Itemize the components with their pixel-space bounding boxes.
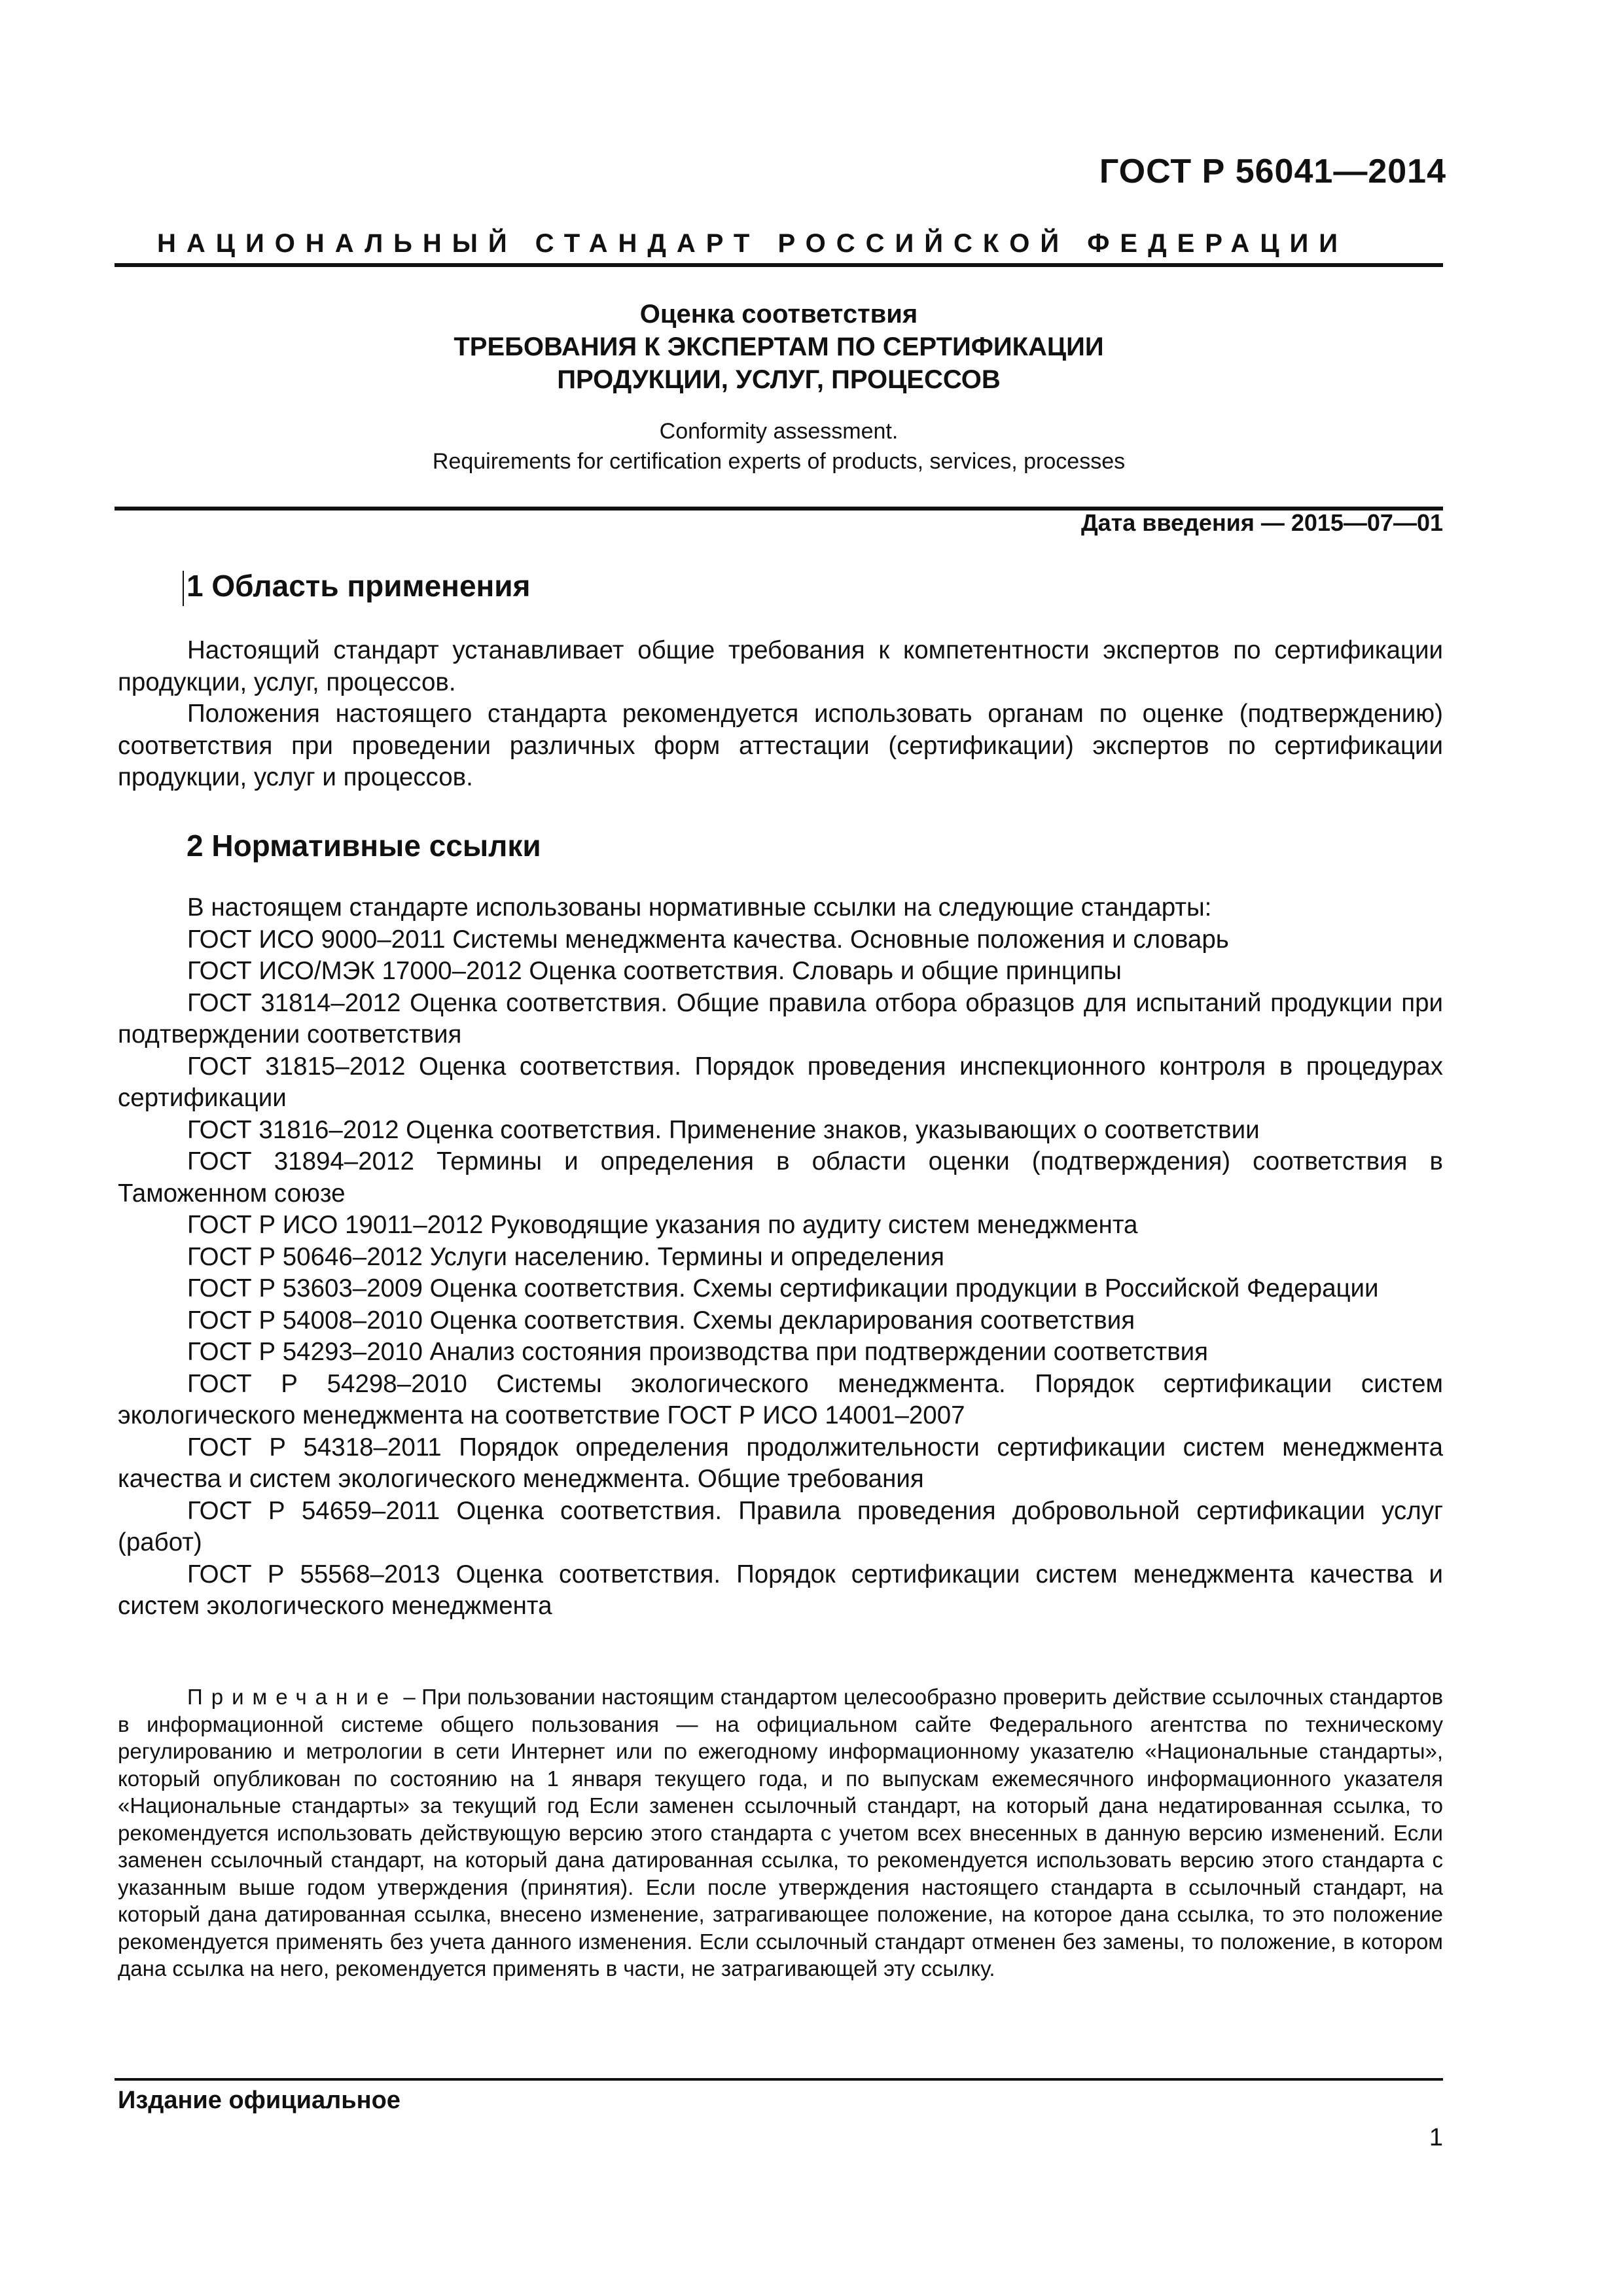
introduction-date: Дата введения — 2015—07—01 [1080,509,1443,536]
title-line-3: ПРОДУКЦИИ, УСЛУГ, ПРОЦЕССОВ [557,365,1001,394]
note-text: – При пользовании настоящим стандартом целесообразно проверить действие ссылочных стандартов в информационной системе общего пользования — на официальном сайте Федерального агентства по техническому регулированию и метрологии в сети Интернет или по ежегодному информационному указателю «Национальные стандарты», который опубликован по состоянию на 1 января текущего года, и по выпускам ежемесячного информационного указателя «Национальные стандарты» за текущий год Если заменен ссылочный стандарт, на который дана недатированная ссылка, то рекомендуется использовать действующую версию этого стандарта с учетом всех внесенных в данную версию изменений. Если заменен ссылочный стандарт, на который дана датированная ссылка, то рекомендуется использовать версию этого стандарта с указанным выше годом утверждения (принятия). Если после утверждения настоящего стандарта в ссылочный стандарт, на который дана датированная ссылка, внесено изменение, затрагивающее положение, на которое дана ссылка, то это положение рекомендуется применять без учета данного изменения. Если ссылочный стандарт отменен без замены, то положение, в котором дана ссылка на него, рекомендуется применять в части, не затрагивающей эту ссылку. [118,1685,1443,1981]
reference-item: ГОСТ Р 54298–2010 Системы экологического менеджмента. Порядок сертификации систем экологического менеджмента на соответствие ГОСТ Р ИСО 14001–2007 [118,1369,1443,1429]
note-label: Примечание [187,1685,398,1709]
reference-item: ГОСТ Р 50646–2012 Услуги населению. Термины и определения [187,1242,944,1271]
reference-item: ГОСТ 31894–2012 Термины и определения в области оценки (подтверждения) соответствия в Таможенном союзе [118,1147,1443,1208]
section-2-heading: 2 Нормативные ссылки [187,829,541,863]
reference-item: ГОСТ 31814–2012 Оценка соответствия. Общие правила отбора образцов для испытаний продукции при подтверждении соответствия [118,988,1443,1049]
english-title [115,416,1443,476]
paragraph: Настоящий стандарт устанавливает общие требования к компетентности экспертов по сертификации продукции, услуг, процессов. [118,636,1443,696]
page-number: 1 [1429,2124,1443,2151]
reference-item: ГОСТ 31816–2012 Оценка соответствия. Применение знаков, указывающих о соответствии [187,1115,1260,1144]
standard-number: ГОСТ Р 56041—2014 [1099,152,1446,190]
paragraph: В настоящем стандарте использованы нормативные ссылки на следующие стандарты: [187,893,1212,922]
note-paragraph [118,1683,1443,1982]
reference-item: ГОСТ Р 54293–2010 Анализ состояния производства при подтверждении соответствия [187,1338,1209,1366]
title-line-1: Оценка соответствия [639,300,918,329]
reference-item: ГОСТ 31815–2012 Оценка соответствия. Порядок проведения инспекционного контроля в процедурах сертификации [118,1052,1443,1112]
section-1-body [118,635,1443,794]
title-line-2: ТРЕБОВАНИЯ К ЭКСПЕРТАМ ПО СЕРТИФИКАЦИИ [454,332,1104,361]
section-2-body [118,892,1443,1623]
reference-item: ГОСТ Р ИСО 19011–2012 Руководящие указания по аудиту систем менеджмента [187,1211,1138,1239]
english-title-line-1: Conformity assessment. [659,419,899,444]
reference-item: ГОСТ Р 55568–2013 Оценка соответствия. Порядок сертификации систем менеджмента качества и систем экологического менеджмента [118,1560,1443,1620]
note-block [118,1683,1443,1982]
paragraph: Положения настоящего стандарта рекомендуется использовать органам по оценке (подтверждению) соответствия при проведении различных форм аттестации (сертификации) экспертов по сертификации продукции, услуг и процессов. [118,700,1443,791]
reference-item: ГОСТ ИСО/МЭК 17000–2012 Оценка соответствия. Словарь и общие принципы [187,957,1122,985]
edition-label: Издание официальное [118,2087,401,2114]
national-standard-banner: НАЦИОНАЛЬНЫЙ СТАНДАРТ РОССИЙСКОЙ ФЕДЕРАЦИИ [156,229,1349,258]
footer-divider [115,2078,1443,2081]
section-1-heading: 1 Область применения [187,569,531,603]
reference-item: ГОСТ ИСО 9000–2011 Системы менеджмента качества. Основные положения и словарь [187,925,1229,954]
reference-item: ГОСТ Р 54318–2011 Порядок определения продолжительности сертификации систем менеджмента качества и систем экологического менеджмента. Общие требования [118,1433,1443,1493]
reference-item: ГОСТ Р 54659–2011 Оценка соответствия. Правила проведения добровольной сертификации услуг (работ) [118,1496,1443,1556]
reference-item: ГОСТ Р 53603–2009 Оценка соответствия. Схемы сертификации продукции в Российской Федерации [187,1274,1379,1302]
english-title-line-2: Requirements for certification experts of products, services, processes [432,449,1126,474]
header-divider [115,263,1443,267]
reference-item: ГОСТ Р 54008–2010 Оценка соответствия. Схемы декларирования соответствия [187,1306,1135,1335]
document-title [115,298,1443,396]
